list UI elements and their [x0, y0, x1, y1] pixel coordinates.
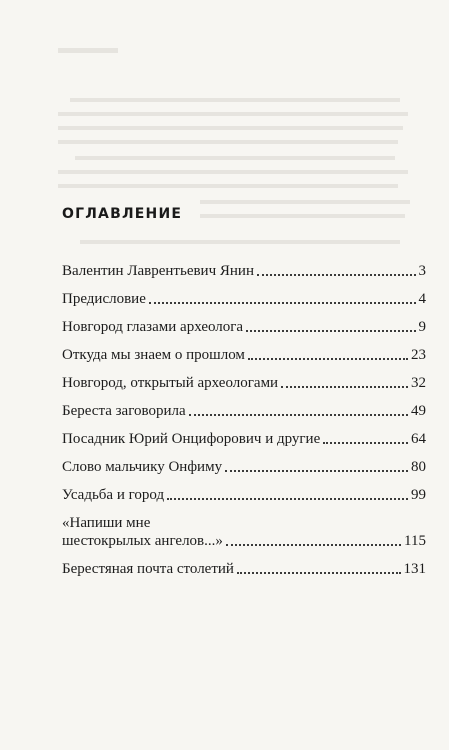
dot-leader — [248, 358, 408, 360]
toc-entry[interactable] — [62, 308, 426, 336]
toc-entry-page: 131 — [403, 561, 426, 577]
toc-entry-page: 99 — [411, 487, 426, 503]
dot-leader — [167, 498, 408, 500]
toc-entry[interactable] — [62, 476, 426, 504]
toc-entry-label: Предисловие — [62, 291, 146, 307]
toc-entry[interactable] — [62, 504, 426, 550]
toc-entries — [62, 252, 426, 578]
toc-entry[interactable] — [62, 280, 426, 308]
dot-leader — [225, 470, 408, 472]
toc-entry[interactable] — [62, 448, 426, 476]
toc-entry-label: Откуда мы знаем о прошлом — [62, 347, 245, 363]
toc-entry-label: «Напиши мне шестокрылых ангелов...» — [62, 515, 223, 549]
toc-entry-label: Усадьба и город — [62, 487, 165, 503]
toc-entry-label: Береста заговорила — [62, 403, 186, 419]
toc-entry-page: 64 — [411, 431, 426, 447]
toc-entry-page: 23 — [411, 347, 426, 363]
toc-entry[interactable] — [62, 252, 426, 280]
toc-entry-page: 49 — [411, 403, 426, 419]
dot-leader — [246, 330, 415, 332]
dot-leader — [149, 302, 416, 304]
dot-leader — [323, 442, 408, 444]
dot-leader — [281, 386, 408, 388]
toc-entry-label: Валентин Лаврентьевич Янин — [62, 263, 254, 279]
toc-entry-page: 4 — [418, 291, 426, 307]
toc-entry-label: Новгород глазами археолога — [62, 319, 244, 335]
toc-entry-label: Посадник Юрий Онцифорович и другие — [62, 431, 321, 447]
toc-entry[interactable] — [62, 420, 426, 448]
toc-entry[interactable] — [62, 550, 426, 578]
toc-entry[interactable] — [62, 392, 426, 420]
dot-leader — [257, 274, 416, 276]
table-of-contents — [62, 206, 426, 578]
toc-entry-page: 32 — [411, 375, 426, 391]
toc-entry-page: 115 — [404, 533, 426, 549]
toc-entry-page: 3 — [418, 263, 426, 279]
toc-entry-label: Новгород, открытый археологами — [62, 375, 279, 391]
toc-entry-label: Слово мальчику Онфиму — [62, 459, 223, 475]
dot-leader — [189, 414, 408, 416]
toc-entry-page: 80 — [411, 459, 426, 475]
dot-leader — [226, 544, 401, 546]
toc-title: ОГЛАВЛЕНИЕ — [62, 206, 183, 222]
toc-entry-label: Берестяная почта столетий — [62, 561, 234, 577]
dot-leader — [237, 572, 401, 574]
toc-entry-page: 9 — [418, 319, 426, 335]
toc-entry[interactable] — [62, 364, 426, 392]
toc-entry[interactable] — [62, 336, 426, 364]
